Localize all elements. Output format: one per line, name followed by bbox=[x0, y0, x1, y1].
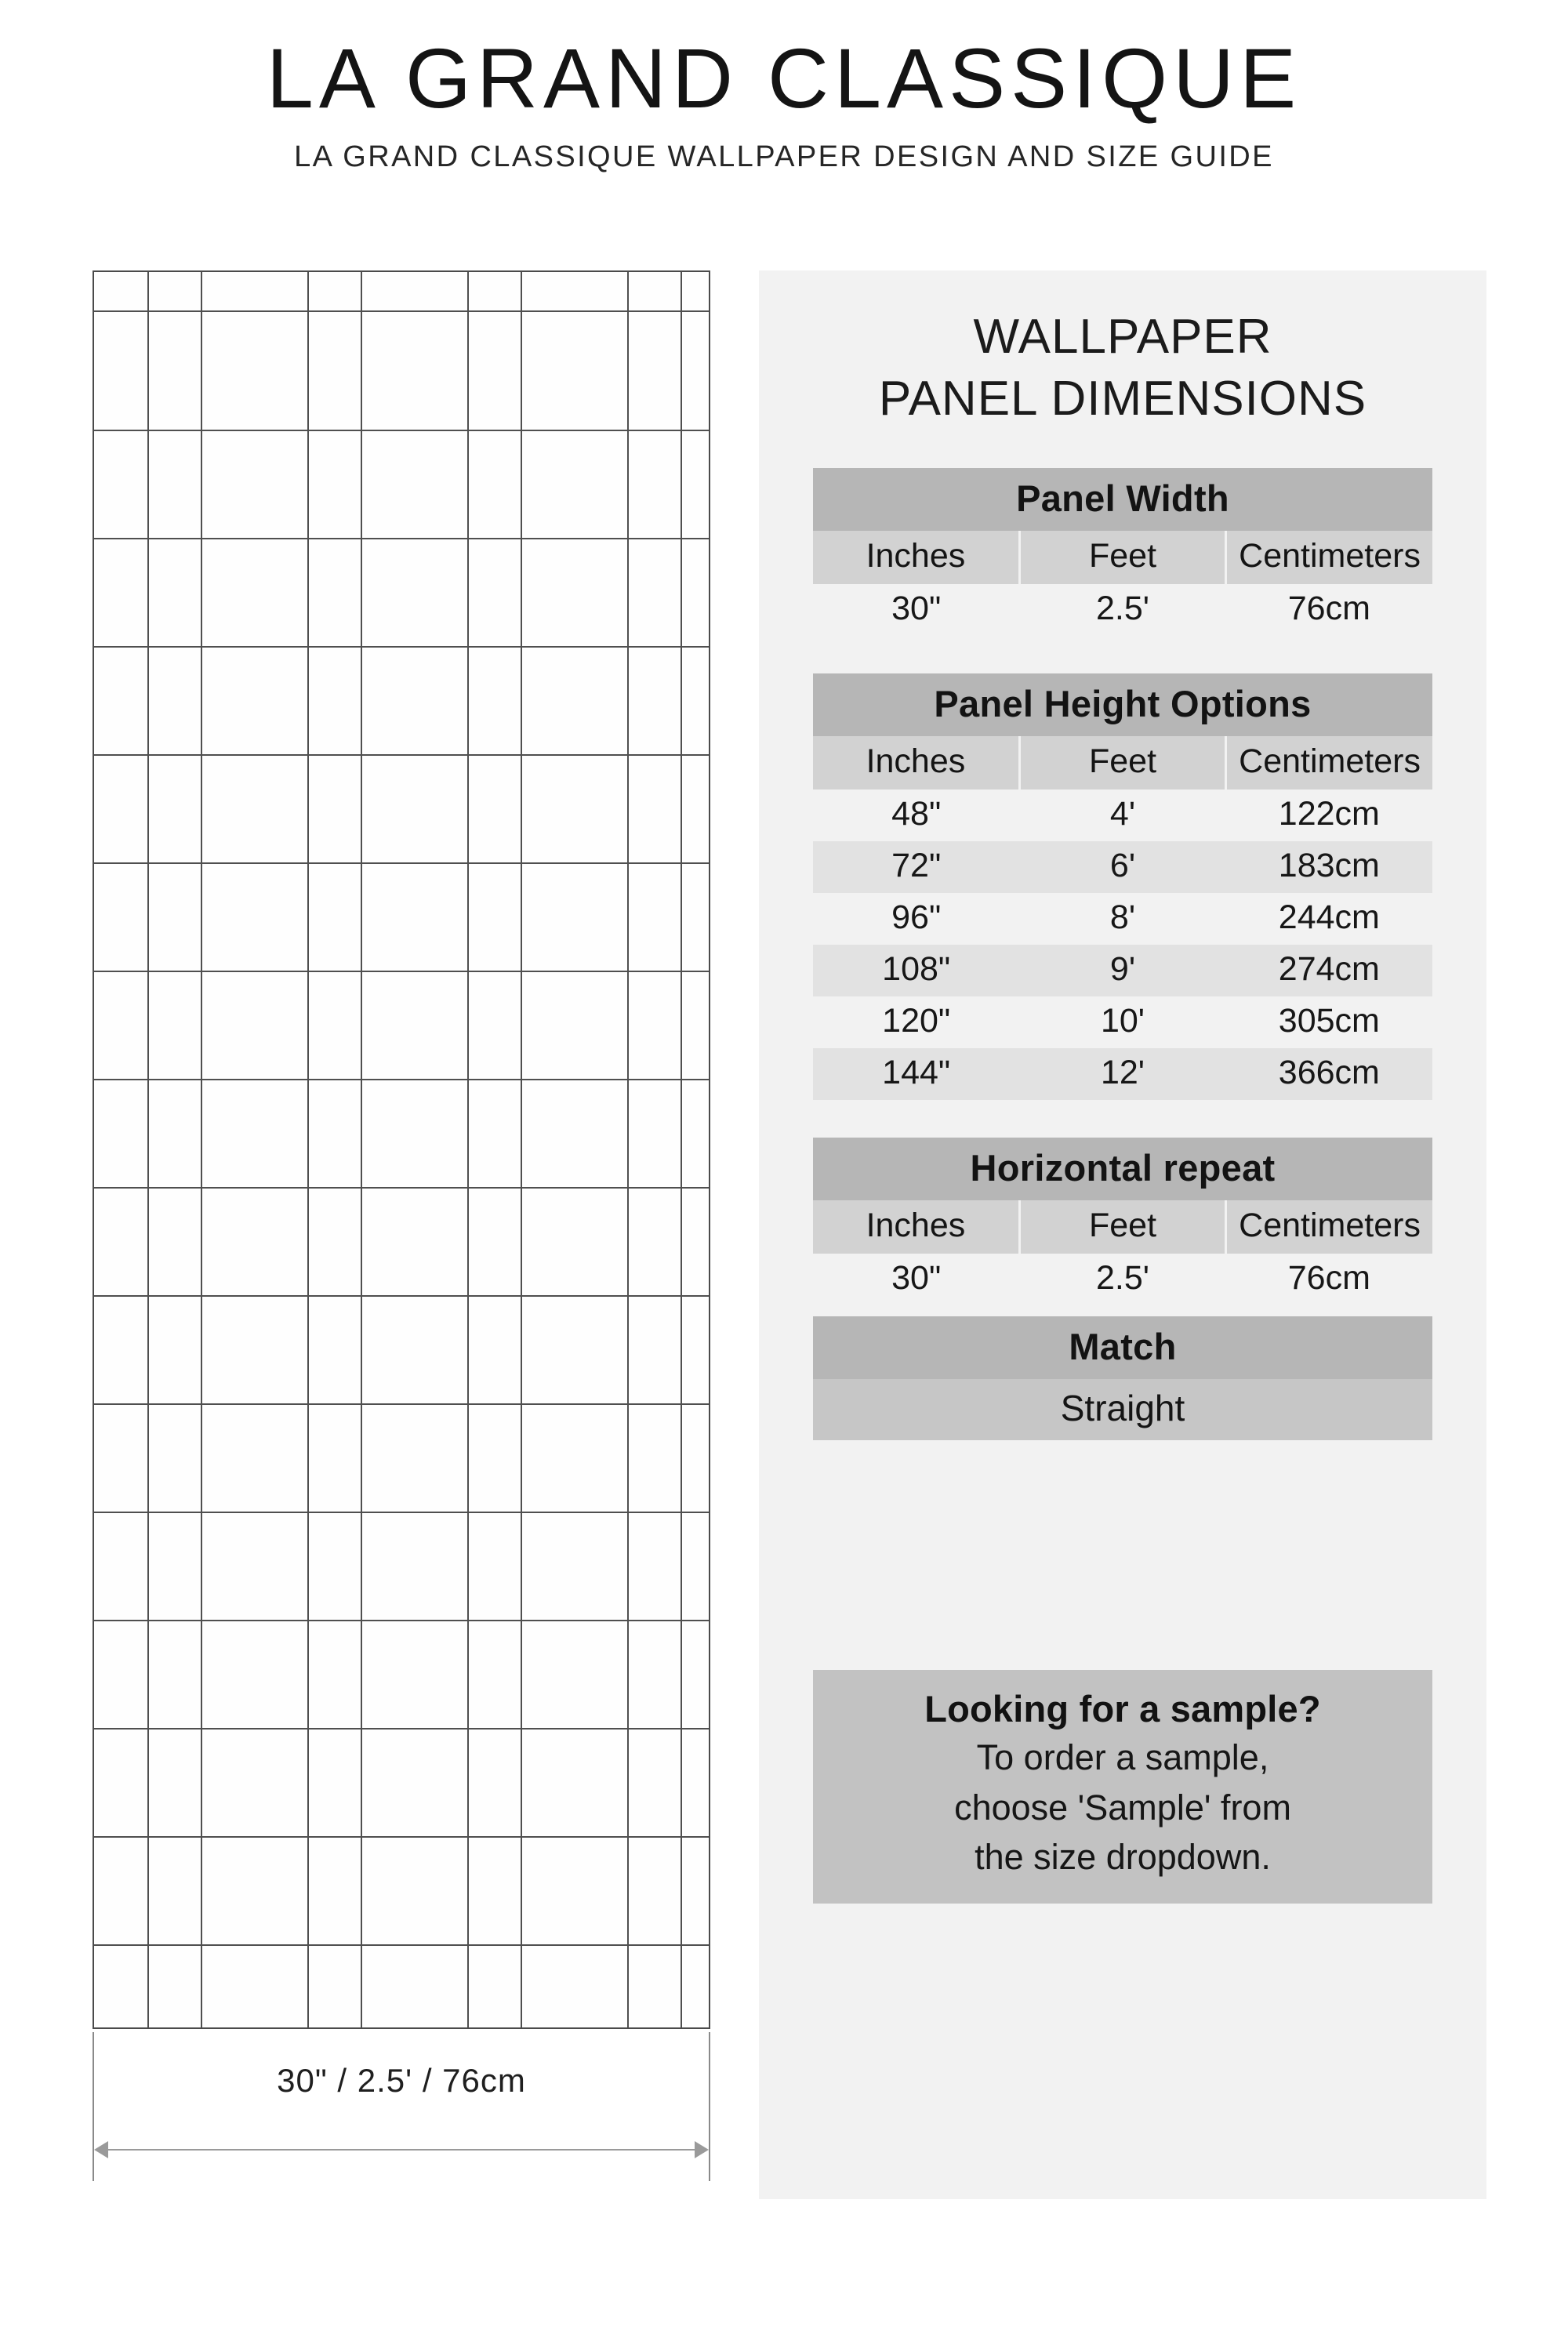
panel-title-line2: PANEL DIMENSIONS bbox=[878, 372, 1367, 426]
table-row bbox=[813, 1254, 1432, 1305]
sample-title: Looking for a sample? bbox=[924, 1688, 1321, 1730]
table-row bbox=[813, 893, 1432, 945]
cell-inches: 30" bbox=[891, 1258, 942, 1297]
dimensions-panel bbox=[759, 270, 1486, 2199]
double-arrow-icon bbox=[94, 2140, 709, 2159]
panel-height-table bbox=[813, 673, 1432, 1100]
table-row bbox=[813, 945, 1432, 996]
panel-height-column-header bbox=[813, 736, 1432, 789]
panel-title-line1: WALLPAPER bbox=[973, 310, 1272, 364]
cell-inches: 48" bbox=[891, 794, 942, 833]
cell-centimeters: 274cm bbox=[1226, 945, 1432, 996]
cell-centimeters: 244cm bbox=[1278, 898, 1380, 936]
cell-feet: 4' bbox=[1109, 794, 1136, 833]
horizontal-repeat-table bbox=[813, 1138, 1432, 1305]
cell-centimeters: 183cm bbox=[1226, 841, 1432, 893]
table-row bbox=[813, 789, 1432, 841]
cell-centimeters: 76cm bbox=[1287, 1258, 1370, 1297]
width-measure bbox=[93, 2032, 710, 2181]
panel-title bbox=[759, 306, 1486, 430]
page-title: LA GRAND CLASSIQUE bbox=[266, 31, 1302, 125]
sample-text-line2: choose 'Sample' from bbox=[954, 1787, 1291, 1828]
cell-inches: 120" bbox=[882, 1001, 951, 1040]
panel-width-heading-row bbox=[813, 468, 1432, 531]
column-header-centimeters: Centimeters bbox=[1226, 736, 1432, 789]
cell-inches: 108" bbox=[813, 945, 1019, 996]
cell-feet: 8' bbox=[1109, 898, 1136, 936]
column-header-inches: Inches bbox=[813, 1200, 1019, 1254]
panel-width-table bbox=[813, 468, 1432, 636]
cell-inches: 144" bbox=[813, 1048, 1019, 1100]
sample-text-line3: the size dropdown. bbox=[975, 1837, 1271, 1878]
table-row bbox=[813, 1048, 1432, 1100]
cell-feet: 12' bbox=[1019, 1048, 1225, 1100]
pattern-swatch bbox=[93, 270, 710, 2029]
column-header-inches: Inches bbox=[813, 531, 1019, 584]
panel-width-column-header bbox=[813, 531, 1432, 584]
sample-text-line1: To order a sample, bbox=[976, 1737, 1269, 1777]
table-row bbox=[813, 996, 1432, 1048]
page-header bbox=[0, 0, 1568, 174]
width-measure-label: 30" / 2.5' / 76cm bbox=[277, 2062, 526, 2099]
pattern-swatch-section bbox=[93, 270, 710, 2181]
cell-centimeters: 305cm bbox=[1278, 1001, 1380, 1040]
panel-height-heading-row bbox=[813, 673, 1432, 736]
cell-inches: 72" bbox=[813, 841, 1019, 893]
match-value-row bbox=[813, 1379, 1432, 1440]
horizontal-repeat-heading: Horizontal repeat bbox=[813, 1138, 1432, 1200]
column-header-inches: Inches bbox=[813, 736, 1019, 789]
column-header-feet: Feet bbox=[1019, 531, 1225, 584]
table-row bbox=[813, 584, 1432, 636]
match-table bbox=[813, 1316, 1432, 1440]
column-header-feet: Feet bbox=[1019, 1200, 1225, 1254]
cell-feet: 9' bbox=[1019, 945, 1225, 996]
cell-feet: 6' bbox=[1019, 841, 1225, 893]
column-header-feet: Feet bbox=[1019, 736, 1225, 789]
cell-inches: 30" bbox=[891, 589, 942, 627]
sample-info-box bbox=[813, 1670, 1432, 1904]
cell-feet: 2.5' bbox=[1095, 589, 1149, 627]
column-header-centimeters: Centimeters bbox=[1226, 1200, 1432, 1254]
table-row bbox=[813, 841, 1432, 893]
cell-inches: 96" bbox=[891, 898, 942, 936]
column-header-centimeters: Centimeters bbox=[1226, 531, 1432, 584]
horizontal-repeat-heading-row bbox=[813, 1138, 1432, 1200]
panel-width-heading: Panel Width bbox=[813, 468, 1432, 531]
cell-centimeters: 366cm bbox=[1226, 1048, 1432, 1100]
cell-feet: 10' bbox=[1100, 1001, 1145, 1040]
horizontal-repeat-column-header bbox=[813, 1200, 1432, 1254]
match-value: Straight bbox=[813, 1379, 1432, 1440]
cell-centimeters: 122cm bbox=[1278, 794, 1380, 833]
panel-height-heading: Panel Height Options bbox=[813, 673, 1432, 736]
page-subtitle: LA GRAND CLASSIQUE WALLPAPER DESIGN AND SIZE GUIDE bbox=[294, 140, 1274, 173]
cell-centimeters: 76cm bbox=[1287, 589, 1370, 627]
match-heading: Match bbox=[813, 1316, 1432, 1379]
match-heading-row bbox=[813, 1316, 1432, 1379]
grid-pattern-icon bbox=[94, 272, 709, 2027]
cell-feet: 2.5' bbox=[1095, 1258, 1149, 1297]
